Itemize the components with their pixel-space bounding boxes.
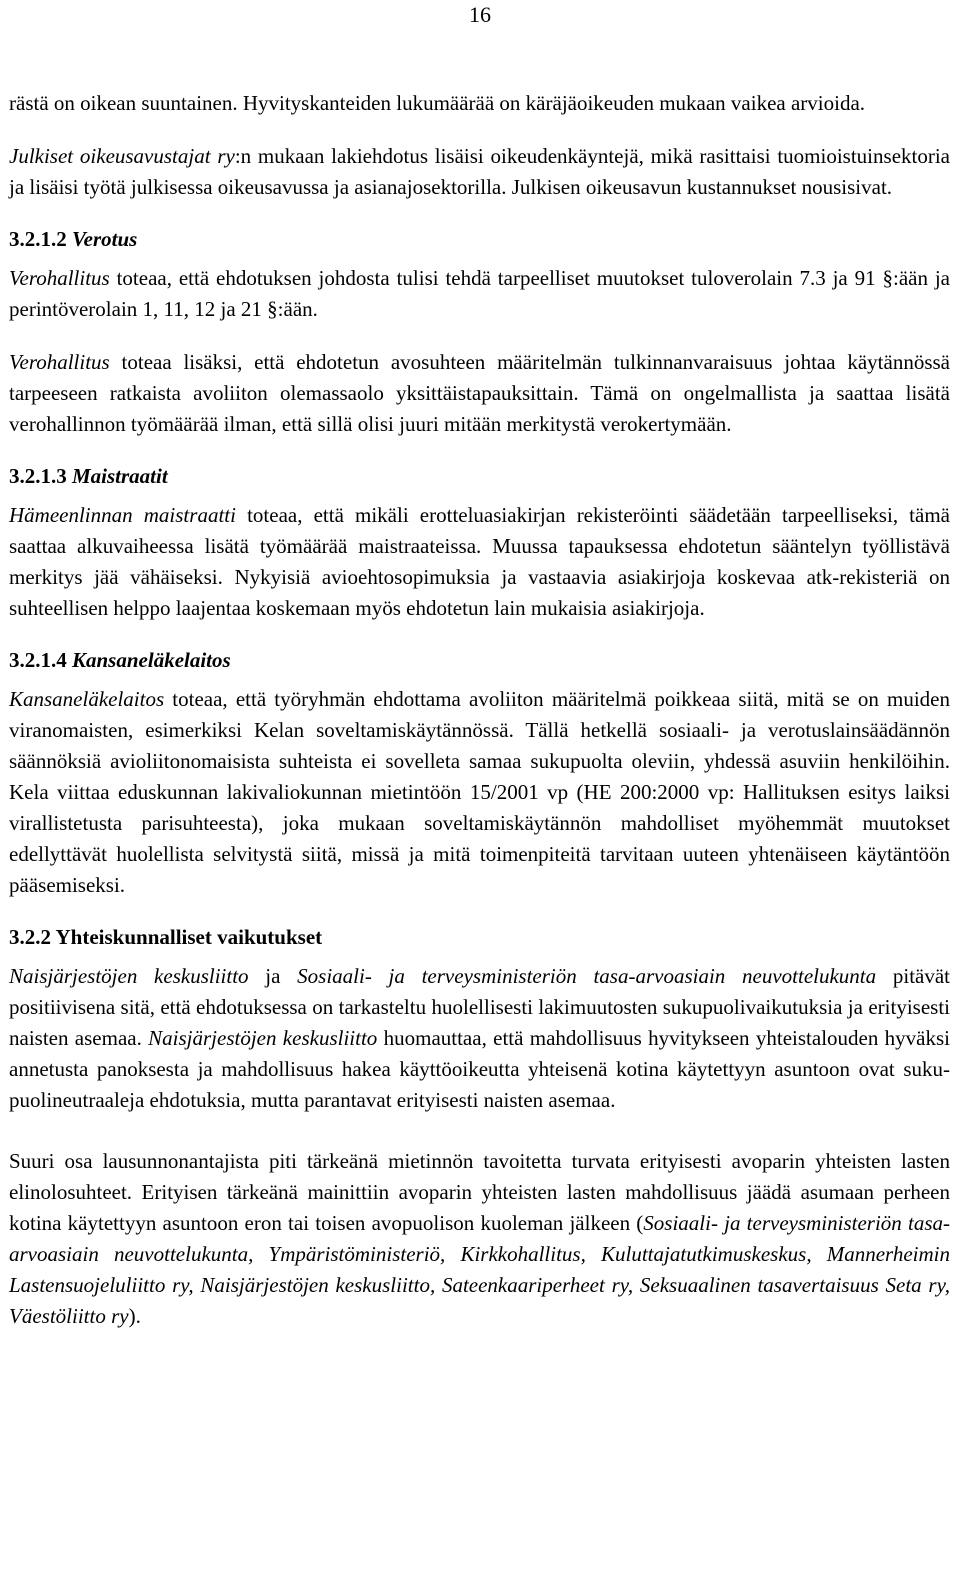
org-name: Hämeenlinnan maistraatti [9, 503, 236, 527]
paragraph-verohallitus-2 [9, 347, 950, 440]
org-name: Naisjärjestöjen keskusliitto [148, 1026, 378, 1050]
section-title: Yhteiskunnalliset vaikutukset [55, 925, 323, 949]
org-name: Naisjärjestöjen keskusliitto [9, 964, 249, 988]
org-name: Kansaneläkelaitos [9, 687, 165, 711]
paragraph-text: pitävät positiivisena sitä, että ehdotuksessa on tarkasteltu huolellisesti lakimuutosten sukupuolivaikutuksia ja erityisesti naisten asemaa. [9, 964, 951, 1050]
paragraph-text: toteaa lisäksi, että ehdotetun avosuhteen määritelmän tulkinnanvaraisuus johtaa käytännössä tarpeeseen ratkaista avoliiton olemassaolo yksittäistapauksittain. Tämä on ongelmallista ja saattaa lisätä verohallinnon työmäärää ilman, että sillä olisi juuri mitään merkitystä verokertymään. [9, 350, 950, 436]
paragraph-text: ). [128, 1304, 141, 1328]
paragraph-hyvityskanteet: rästä on oikean suuntainen. Hyvityskanteiden lukumäärää on käräjäoikeuden mukaan vaikea arvioida. [9, 91, 866, 115]
section-heading-kansanelakelaitos [9, 645, 950, 676]
paragraph-text: toteaa, että ehdotuksen johdosta tulisi tehdä tarpeelliset muutokset tuloverolain 7.3 ja 91 §:ään ja perintöverolain 1, 11, 12 ja 21 §:ään. [9, 266, 950, 321]
paragraph-text: toteaa, että mikäli erotteluasiakirjan rekisteröinti säädetään tarpeelliseksi, tämä saattaa alkuvaiheessa lisätä työmäärää maistraateissa. Muussa tapauksessa ehdotetun sääntelyn työllistävä merkitys jää vähäiseksi. Nykyisiä avioehtosopimuksia ja vastaavia asiakirjoja koskevaa atk-rekisteriä on suhteellisen helppo laajentaa koskemaan myös ehdotetun lain mukaisia asiakirjoja. [9, 503, 950, 620]
page-number: 16 [469, 2, 491, 27]
paragraph-maistraatti [9, 500, 950, 624]
section-title: Verotus [72, 227, 138, 251]
section-heading-maistraatit [9, 461, 950, 492]
page-content [9, 88, 950, 1332]
org-name: Sosiaali- ja terveysministeriön tasa-arvoasiain neuvottelukunta [297, 964, 877, 988]
paragraph-text: Suuri osa lausunnonantajista piti tärkeänä mietinnön tavoitetta turvata erityisesti avoparin yhteisten lasten elinolosuhteet. Erityisen tärkeänä mainittiin avoparin yhteisten lasten mahdollisuus jäädä asumaan perheen kotina käytettyyn asuntoon eron tai toisen avopuolison kuoleman jälkeen ( [9, 1149, 950, 1235]
paragraph-text: ja [248, 964, 298, 988]
paragraph-lausunnonantajat [9, 1146, 950, 1332]
org-name: Julkiset oikeusavustajat ry [9, 144, 235, 168]
section-number: 3.2.1.3 [9, 464, 72, 488]
section-number: 3.2.2 [9, 925, 56, 949]
paragraph-verohallitus-1 [9, 263, 950, 325]
paragraph-text: toteaa, että työryhmän ehdottama avoliiton määritelmä poikkeaa siitä, mitä se on muiden viranomaisten, esimerkiksi Kelan soveltamiskäytännössä. Tällä hetkellä sosiaali- ja verotuslainsäädännön säännöksiä avioliitonomaisista suhteista ei sovelleta samaa sukupuolta oleviin, yhdessä asuviin henkilöihin. Kela viittaa eduskunnan lakivaliokunnan mietintöön 15/2001 vp (HE 200:2000 vp: Hallituksen esitys laiksi virallistetusta parisuhteesta), joka mukaan soveltamiskäytännön mahdolliset myöhemmät muutokset edellyttävät huolellista selvitystä siitä, missä ja mitä toimenpiteitä tarvitaan uuteen yhtenäiseen käytäntöön pääsemiseksi. [9, 687, 950, 897]
paragraph-oikeusavustajat [9, 141, 950, 203]
paragraph-naisjarjestot [9, 961, 950, 1116]
paragraph-text: huomauttaa, että mahdollisuus hyvitykseen yhteistalouden hyväksi annetusta panoksesta ja mahdollisuus hakea käyttöoikeutta yhteisenä kotina käytettyyn asuntoon ovat sukupuolineutraaleja ehdotuksia, mutta parantavat erityisesti naisten asemaa. [9, 1026, 950, 1112]
section-heading-verotus [9, 224, 950, 255]
org-name: Verohallitus [9, 266, 110, 290]
paragraph-kela [9, 684, 950, 901]
section-number: 3.2.1.2 [9, 227, 72, 251]
paragraph-text: :n mukaan lakiehdotus lisäisi oikeudenkäyntejä, mikä rasittaisi tuomioistuinsektoria ja lisäisi työtä julkisessa oikeusavussa ja asianajosektorilla. Julkisen oikeusavun kustannukset nousisivat. [9, 144, 950, 199]
section-title: Kansaneläkelaitos [72, 648, 231, 672]
org-list: Sosiaali- ja terveysministeriön tasa-arvoasiain neuvottelukunta, Ympäristöministeriö, Kirkkohallitus, Kuluttajatutkimuskeskus, Mannerheimin Lastensuojeluliitto ry, Naisjärjestöjen keskusliitto, Sateenkaariperheet ry, Seksuaalinen tasavertaisuus Seta ry, Väestöliitto ry [9, 1211, 950, 1328]
section-title: Maistraatit [72, 464, 168, 488]
section-number: 3.2.1.4 [9, 648, 72, 672]
org-name: Verohallitus [9, 350, 110, 374]
section-heading-yhteiskunnalliset [9, 922, 950, 953]
